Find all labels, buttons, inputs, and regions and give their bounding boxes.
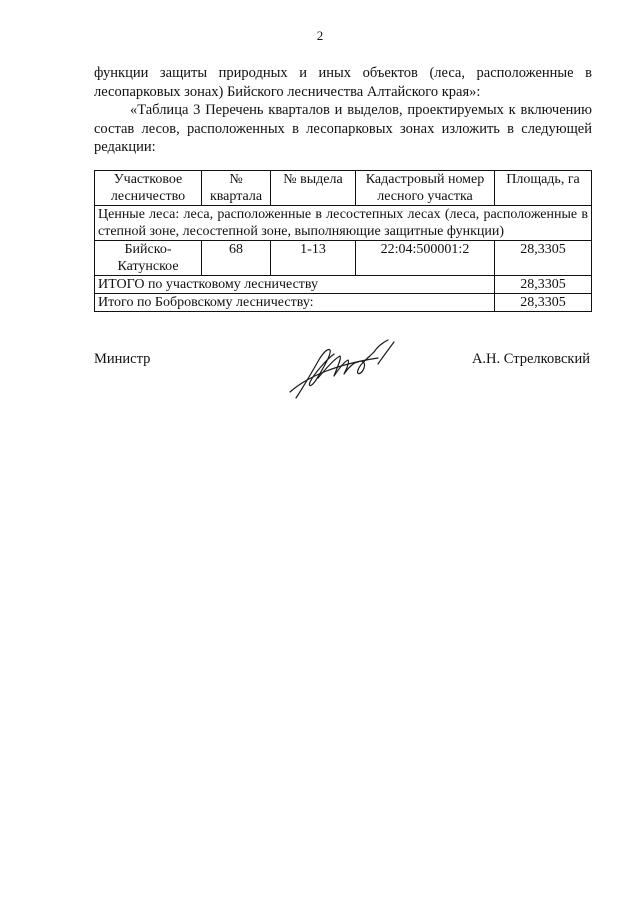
cell-district: Бийско-Катунское xyxy=(95,241,202,276)
total-forestry-value: 28,3305 xyxy=(495,294,592,312)
body-paragraph-continuation: функции защиты природных и иных объектов (леса, расположенные в лесопарковых зонах) Бийского лесничества Алтайского края»: xyxy=(94,65,592,100)
header-cadastral: Кадастровый номер лесного участка xyxy=(356,171,495,206)
table-category-row xyxy=(95,206,592,241)
table-total-district-row xyxy=(95,276,592,294)
forest-quarters-table xyxy=(94,170,592,312)
table-row xyxy=(95,241,592,276)
signatory-role: Министр xyxy=(94,351,151,367)
cell-cadastral: 22:04:500001:2 xyxy=(356,241,495,276)
cell-quarter: 68 xyxy=(202,241,271,276)
total-district-value: 28,3305 xyxy=(495,276,592,294)
body-paragraph-table-intro: «Таблица 3 Перечень кварталов и выделов, проектируемых к включению состав лесов, расположенных в лесопарковых зонах изложить в следующей редакции: xyxy=(94,102,592,155)
table-total-forestry-row xyxy=(95,294,592,312)
total-district-label: ИТОГО по участковому лесничеству xyxy=(95,276,495,294)
signatory-name: А.Н. Стрелковский xyxy=(471,351,590,367)
cell-section: 1-13 xyxy=(271,241,356,276)
table-header-row xyxy=(95,171,592,206)
header-quarter: № квартала xyxy=(202,171,271,206)
category-cell: Ценные леса: леса, расположенные в лесостепных лесах (леса, расположенные в степной зоне, лесостепной зоне, выполняющие защитные функции) xyxy=(95,206,592,241)
total-forestry-label: Итого по Бобровскому лесничеству: xyxy=(95,294,495,312)
handwritten-signature xyxy=(278,336,408,402)
signature-block xyxy=(94,336,592,406)
header-section: № выдела xyxy=(271,171,356,206)
header-district: Участковое лесничество xyxy=(95,171,202,206)
cell-area: 28,3305 xyxy=(495,241,592,276)
header-area: Площадь, га xyxy=(495,171,592,206)
page-number: 2 xyxy=(316,28,324,43)
